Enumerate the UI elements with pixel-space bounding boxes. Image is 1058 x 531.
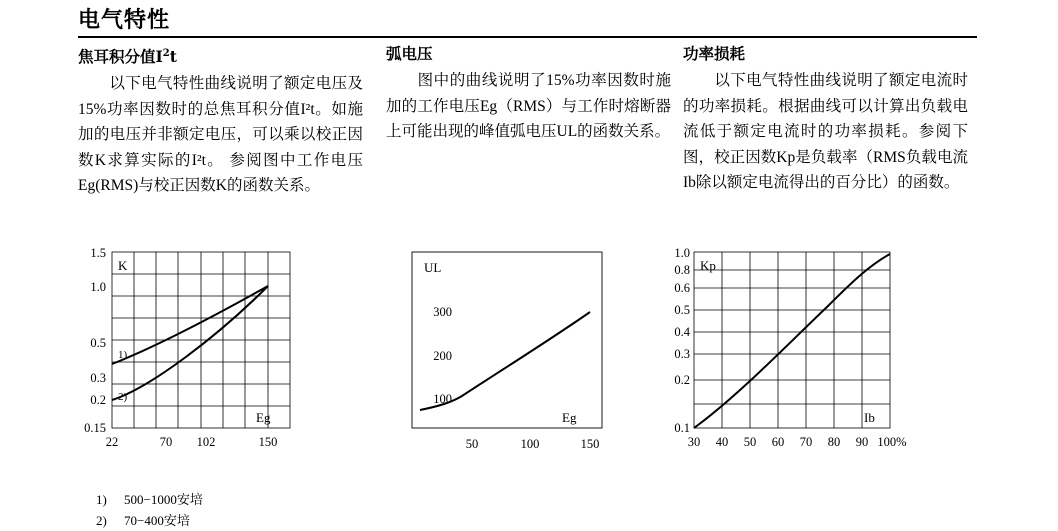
chart-3-ytick: 0.1 (674, 421, 690, 435)
column-heading-main: 弧电压 (386, 44, 433, 63)
column-body (683, 68, 968, 196)
chart-2-ylabel: UL (424, 260, 442, 275)
footnotes (96, 489, 203, 531)
chart-1-svg (78, 240, 318, 470)
footnote-item (96, 489, 203, 510)
chart-3-xtick: 60 (771, 435, 785, 449)
chart-3-xtick: 80 (827, 435, 841, 449)
column-heading-main: 焦耳积分值I (78, 47, 163, 67)
chart-3-xtick: 40 (715, 435, 729, 449)
footnote-item (96, 510, 203, 531)
chart-1-annotation-1: 1) (118, 349, 128, 361)
chart-3-svg (668, 240, 918, 470)
chart-1-ytick: 1.5 (90, 246, 106, 260)
column-body-text: 以下电气特性曲线说明了额定电流时的功率损耗。根据曲线可以计算出负载电流低于额定电流时的功率损耗。参阅下图，校正因数Kp是负载率（RMS负载电流Ib除以额定电流得出的百分比）的函数。 (683, 72, 968, 191)
column-power-loss (683, 44, 968, 196)
chart-3-ytick: 1.0 (674, 246, 690, 260)
chart-3-xtick: 30 (687, 435, 701, 449)
footnote-text: 500−1000安培 (124, 492, 203, 507)
chart-1-ytick: 1.0 (90, 280, 106, 294)
footnote-number: 2) (96, 513, 107, 528)
chart-3-ytick: 0.6 (674, 281, 690, 295)
chart-2-ytick: 100 (433, 392, 452, 406)
column-body-text: 图中的曲线说明了15%功率因数时施加的工作电压Eg（RMS）与工作时熔断器上可能出现的峰值弧电压UL的函数关系。 (386, 72, 671, 140)
column-heading (78, 44, 363, 67)
column-body-text: 以下电气特性曲线说明了额定电压及15%功率因数时的总焦耳积分值I²t。如施加的电压并非额定电压，可以乘以校正因数K求算实际的I²t。 参阅图中工作电压Eg(RMS)与校正因数K的函数关系。 (78, 75, 363, 195)
chart-3-xtick: 100% (877, 435, 907, 449)
chart-2-ytick: 200 (433, 349, 452, 363)
chart-3-xtick: 90 (855, 435, 869, 449)
column-body (386, 68, 671, 145)
chart-3-xtick: 50 (743, 435, 757, 449)
column-heading-tail: t (169, 47, 177, 67)
chart-1-ytick: 0.15 (84, 421, 106, 435)
chart-arc-voltage (400, 240, 630, 470)
chart-1-ylabel: K (118, 258, 128, 273)
chart-1-grid (112, 252, 290, 428)
chart-joule-correction-factor (78, 240, 318, 470)
chart-2-xtick: 150 (580, 437, 600, 451)
chart-3-ytick: 0.3 (674, 347, 690, 361)
chart-2-xlabel: Eg (562, 410, 577, 425)
chart-1-annotation-2: 2) (118, 391, 128, 403)
column-heading-main: 功率损耗 (683, 44, 746, 63)
chart-1-ytick: 0.2 (90, 393, 106, 407)
column-body (78, 71, 363, 199)
chart-3-ytick: 0.2 (674, 373, 690, 387)
title-divider (78, 36, 977, 38)
title-block (78, 6, 978, 38)
chart-2-ytick: 300 (433, 305, 452, 319)
chart-2-xtick: 50 (465, 437, 479, 451)
chart-3-ytick: 0.4 (674, 325, 690, 339)
chart-3-xtick: 70 (799, 435, 813, 449)
footnote-number: 1) (96, 492, 107, 507)
chart-power-loss-correction (668, 240, 918, 470)
chart-3-ytick: 0.5 (674, 303, 690, 317)
column-heading (386, 44, 671, 64)
chart-2-xtick: 100 (520, 437, 540, 451)
chart-1-ytick: 0.3 (90, 371, 106, 385)
column-arc-voltage (386, 44, 671, 145)
chart-3-series-kp (694, 254, 890, 428)
chart-2-svg (400, 240, 630, 470)
footnote-text: 70−400安培 (124, 513, 190, 528)
chart-1-xtick: 22 (105, 435, 119, 449)
column-joule-integral (78, 44, 363, 199)
chart-1-xtick: 150 (258, 435, 278, 449)
chart-3-ylabel: Kp (700, 258, 716, 273)
column-heading (683, 44, 968, 64)
chart-3-xlabel: Ib (864, 410, 875, 425)
chart-1-xtick: 70 (159, 435, 173, 449)
column-heading-sup: 2 (162, 48, 170, 59)
page-title: 电气特性 (78, 7, 171, 33)
chart-3-ytick: 0.8 (674, 263, 690, 277)
chart-1-xtick: 102 (196, 435, 216, 449)
chart-1-xlabel: Eg (256, 410, 271, 425)
chart-1-ytick: 0.5 (90, 336, 106, 350)
